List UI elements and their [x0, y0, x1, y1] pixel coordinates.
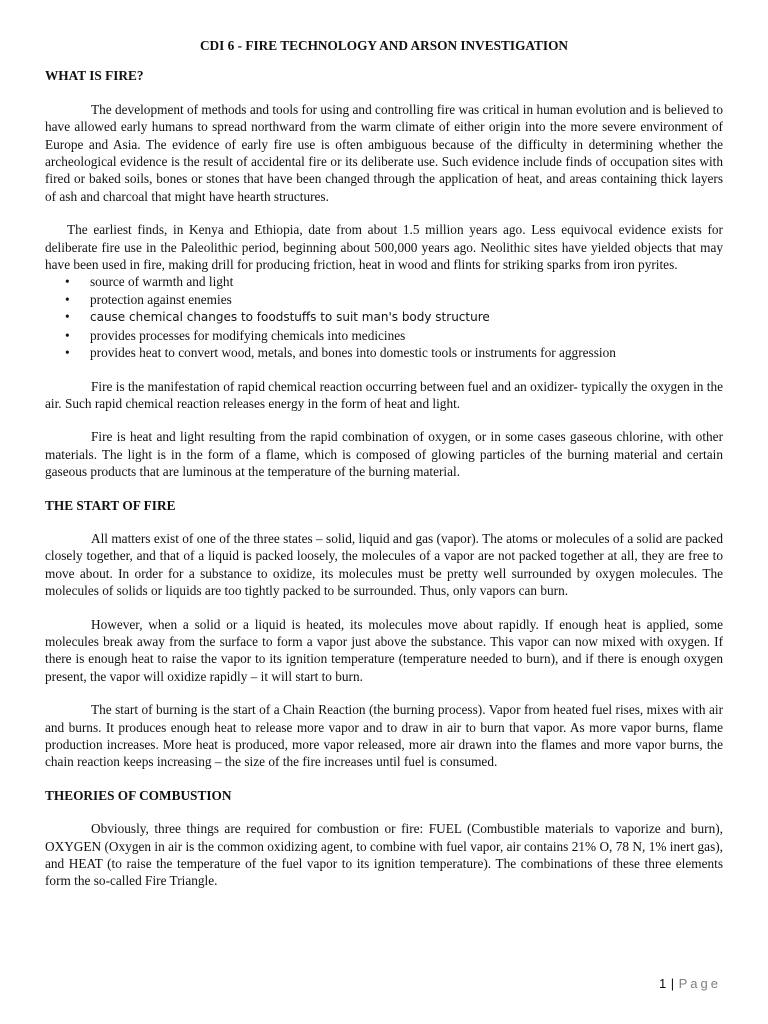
paragraph-fire-heat-light: Fire is heat and light resulting from the rapid combination of oxygen, or in some cases gaseous chlorine, with other materials. The light is in the form of a flame, which is composed of glowing particles of the burning material and certain gaseous products that are luminous at the temperature of the burning material.	[45, 429, 723, 480]
heading-what-is-fire: WHAT IS FIRE?	[45, 68, 144, 84]
document-title: CDI 6 - FIRE TECHNOLOGY AND ARSON INVESTIGATION	[199, 38, 569, 53]
list-item	[45, 344, 723, 361]
fire-uses-list	[45, 273, 723, 361]
paragraph-chain-reaction: The start of burning is the start of a Chain Reaction (the burning process). Vapor from heated fuel rises, mixes with air and burns. It produces enough heat to release more vapor and to draw in air to burn that vapor. As more vapor burns, flame production increases. More heat is produced, more vapor released, more air drawn into the flames and more vapor burns, the chain reaction keeps increasing – the size of the fire increases until fuel is consumed.	[45, 702, 723, 770]
bullet-icon: •	[65, 327, 70, 343]
paragraph-fire-triangle: Obviously, three things are required for combustion or fire: FUEL (Combustible materials to vaporize and burn), OXYGEN (Oxygen in air is the common oxidizing agent, to combine with fuel vapor, air contains 21% O, 78 N, 1% inert gas), and HEAT (to raise the temperature of the fuel vapor to its ignition temperature). The combinations of these three elements form the so-called Fire Triangle.	[45, 821, 723, 889]
paragraph-states-of-matter: All matters exist of one of the three states – solid, liquid and gas (vapor). The atoms or molecules of a solid are packed closely together, and that of a liquid is packed loosely, the molecules of a vapor are not packed together at all, they are free to move about. In order for a substance to oxidize, its molecules must be pretty well surrounded by oxygen molecules. The molecules of solids or liquids are too tightly packed to be surrounded. Thus, only vapors can burn.	[45, 530, 723, 599]
bullet-icon: •	[65, 274, 70, 290]
list-item-text: provides heat to convert wood, metals, and bones into domestic tools or instruments for aggression	[90, 345, 616, 361]
heading-start-of-fire: THE START OF FIRE	[45, 497, 176, 513]
footer-separator: |	[670, 976, 675, 991]
page-number: 1	[659, 976, 667, 991]
document-page	[45, 37, 723, 890]
list-item	[45, 291, 723, 308]
list-item	[45, 308, 723, 326]
list-item-text: cause chemical changes to foodstuffs to suit man's body structure	[90, 310, 490, 325]
list-item-text: provides processes for modifying chemicals into medicines	[90, 327, 406, 343]
page-label: Page	[678, 976, 721, 991]
paragraph-fire-evolution: The development of methods and tools for using and controlling fire was critical in human evolution and is believed to have allowed early humans to spread northward from the warm climate of either origin into the more severe environment of Europe and Asia. The evidence of early fire use is often ambiguous because of the difficulty in determining whether the archeological evidence is the result of accidental fire or its deliberate use. Such evidence include finds of occupation sites with fired or baked soils, bones or stones that have been changed through the application of heat, and areas containing thick layers of ash and charcoal that might have hearth structures.	[45, 101, 723, 204]
bullet-icon: •	[65, 291, 70, 307]
list-item-text: protection against enemies	[90, 291, 232, 307]
heading-theories-of-combustion: THEORIES OF COMBUSTION	[45, 787, 232, 803]
paragraph-vapor-ignition: However, when a solid or a liquid is heated, its molecules move about rapidly. If enough heat is applied, some molecules break away from the surface to form a vapor just above the substance. This vapor can now mixed with oxygen. If there is enough heat to raise the vapor to its ignition temperature (temperature needed to burn), and if there is enough oxygen present, the vapor will oxidize rapidly – it will start to burn.	[45, 616, 723, 684]
paragraph-earliest-finds: The earliest finds, in Kenya and Ethiopia, date from about 1.5 million years ago. Less equivocal evidence exists for deliberate fire use in the Paleolithic period, beginning about 500,000 years ago. Neolithic sites have yielded objects that may have been used in fire, making drill for producing friction, heat in wood and flints for striking sparks from iron pyrites.	[45, 222, 723, 273]
bullet-icon: •	[65, 309, 70, 325]
list-item	[45, 273, 723, 290]
paragraph-fire-manifestation: Fire is the manifestation of rapid chemical reaction occurring between fuel and an oxidizer- typically the oxygen in the air. Such rapid chemical reaction releases energy in the form of heat and light.	[45, 378, 723, 411]
list-item-text: source of warmth and light	[90, 274, 234, 290]
page-footer	[659, 976, 721, 991]
bullet-icon: •	[65, 345, 70, 361]
list-item	[45, 327, 723, 344]
